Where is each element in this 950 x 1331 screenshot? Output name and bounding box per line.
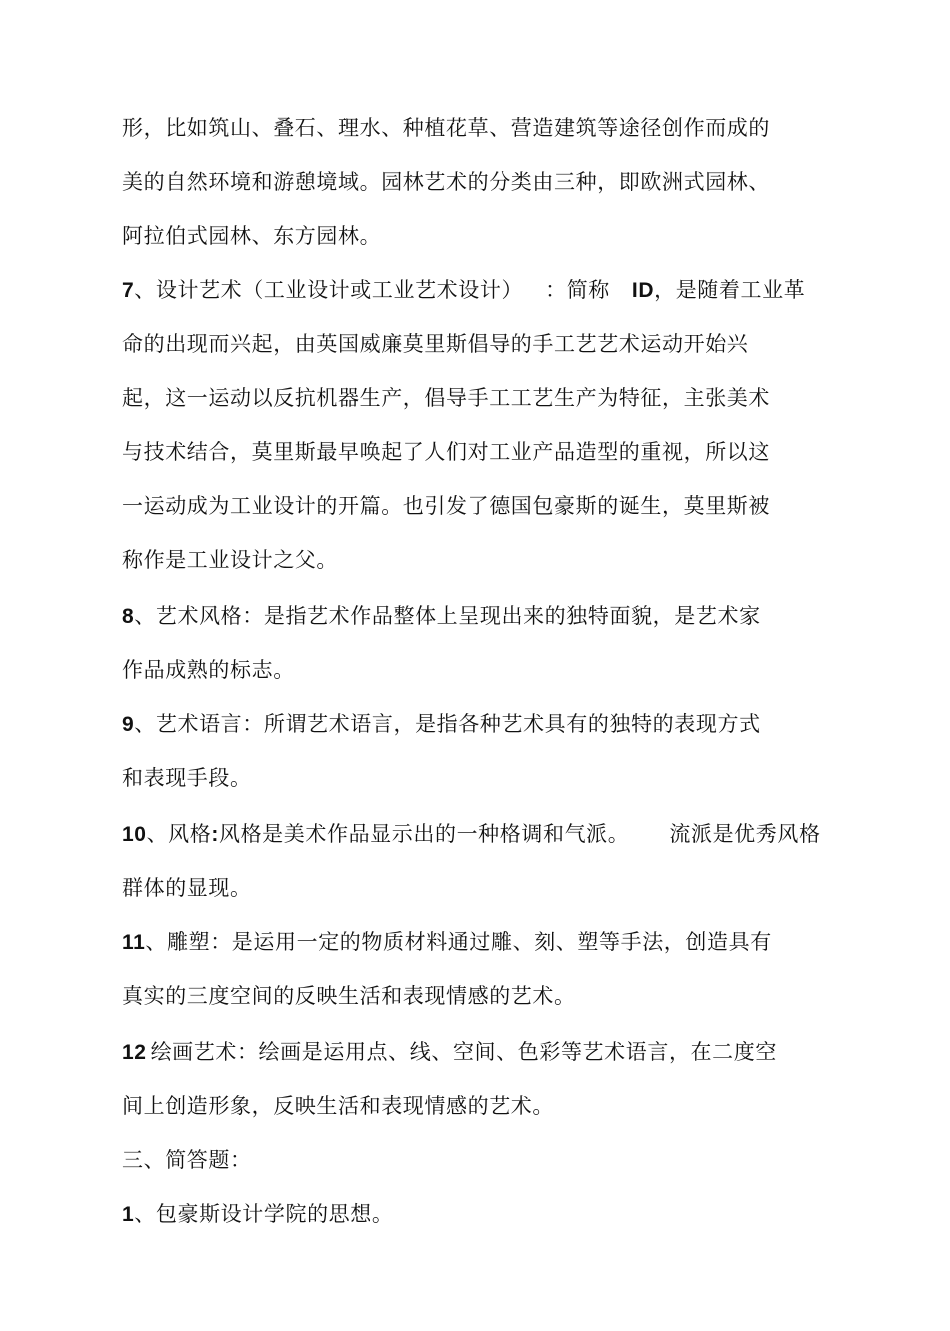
term-10-line — [122, 820, 821, 849]
text-line: 群体的显现。 — [122, 876, 252, 900]
term-colon: : — [211, 823, 219, 846]
term-number: 10 — [122, 823, 147, 846]
question-1-line — [122, 1200, 393, 1229]
text-line: 作品成熟的标志。 — [122, 658, 295, 682]
term-number: 7 — [122, 279, 135, 302]
term-text: 流派是优秀风格 — [669, 822, 821, 846]
text-line: 形，比如筑山、叠石、理水、种植花草、营造建筑等途径创作而成的 — [122, 116, 770, 140]
question-text: 、包豪斯设计学院的思想。 — [134, 1202, 394, 1226]
term-text: 、艺术风格：是指艺术作品整体上呈现出来的独特面貌，是艺术家 — [134, 604, 761, 628]
term-text: 风格是美术作品显示出的一种格调和气派。 — [218, 822, 630, 846]
text-line: 阿拉伯式园林、东方园林。 — [122, 224, 382, 248]
text-line: 命的出现而兴起，由英国威廉莫里斯倡导的手工艺艺术运动开始兴 — [122, 332, 749, 356]
term-text: 、设计艺术（工业设计或工业艺术设计） — [134, 278, 524, 302]
term-8-line — [122, 602, 761, 631]
term-text: 绘画艺术：绘画是运用点、线、空间、色彩等艺术语言，在二度空 — [150, 1040, 777, 1064]
question-number: 1 — [122, 1203, 135, 1226]
text-line: 起，这一运动以反抗机器生产，倡导手工工艺生产为特征，主张美术 — [122, 386, 770, 410]
text-line: 和表现手段。 — [122, 766, 252, 790]
section-heading: 三、简答题： — [122, 1148, 252, 1172]
text-line: 与技术结合，莫里斯最早唤起了人们对工业产品造型的重视，所以这 — [122, 440, 770, 464]
term-number: 12 — [122, 1041, 147, 1064]
term-7-line — [122, 276, 805, 305]
term-number: 8 — [122, 605, 135, 628]
term-text: 、雕塑：是运用一定的物质材料通过雕、刻、塑等手法，创造具有 — [145, 930, 772, 954]
term-text: 、风格 — [146, 822, 212, 846]
text-line: 一运动成为工业设计的开篇。也引发了德国包豪斯的诞生，莫里斯被 — [122, 494, 770, 518]
text-line: 美的自然环境和游憩境域。园林艺术的分类由三种，即欧洲式园林、 — [122, 170, 770, 194]
term-number: 11 — [122, 931, 146, 954]
term-11-line — [122, 928, 772, 957]
term-9-line — [122, 710, 761, 739]
text-line: 称作是工业设计之父。 — [122, 548, 338, 572]
term-text: ，是随着工业革 — [654, 278, 806, 302]
term-text: ：简称 — [545, 278, 610, 302]
term-text: 、艺术语言：所谓艺术语言，是指各种艺术具有的独特的表现方式 — [134, 712, 761, 736]
text-line: 真实的三度空间的反映生活和表现情感的艺术。 — [122, 984, 576, 1008]
term-abbrev: ID — [631, 279, 655, 302]
text-line: 间上创造形象，反映生活和表现情感的艺术。 — [122, 1094, 554, 1118]
term-number: 9 — [122, 713, 135, 736]
term-12-line — [122, 1038, 777, 1067]
